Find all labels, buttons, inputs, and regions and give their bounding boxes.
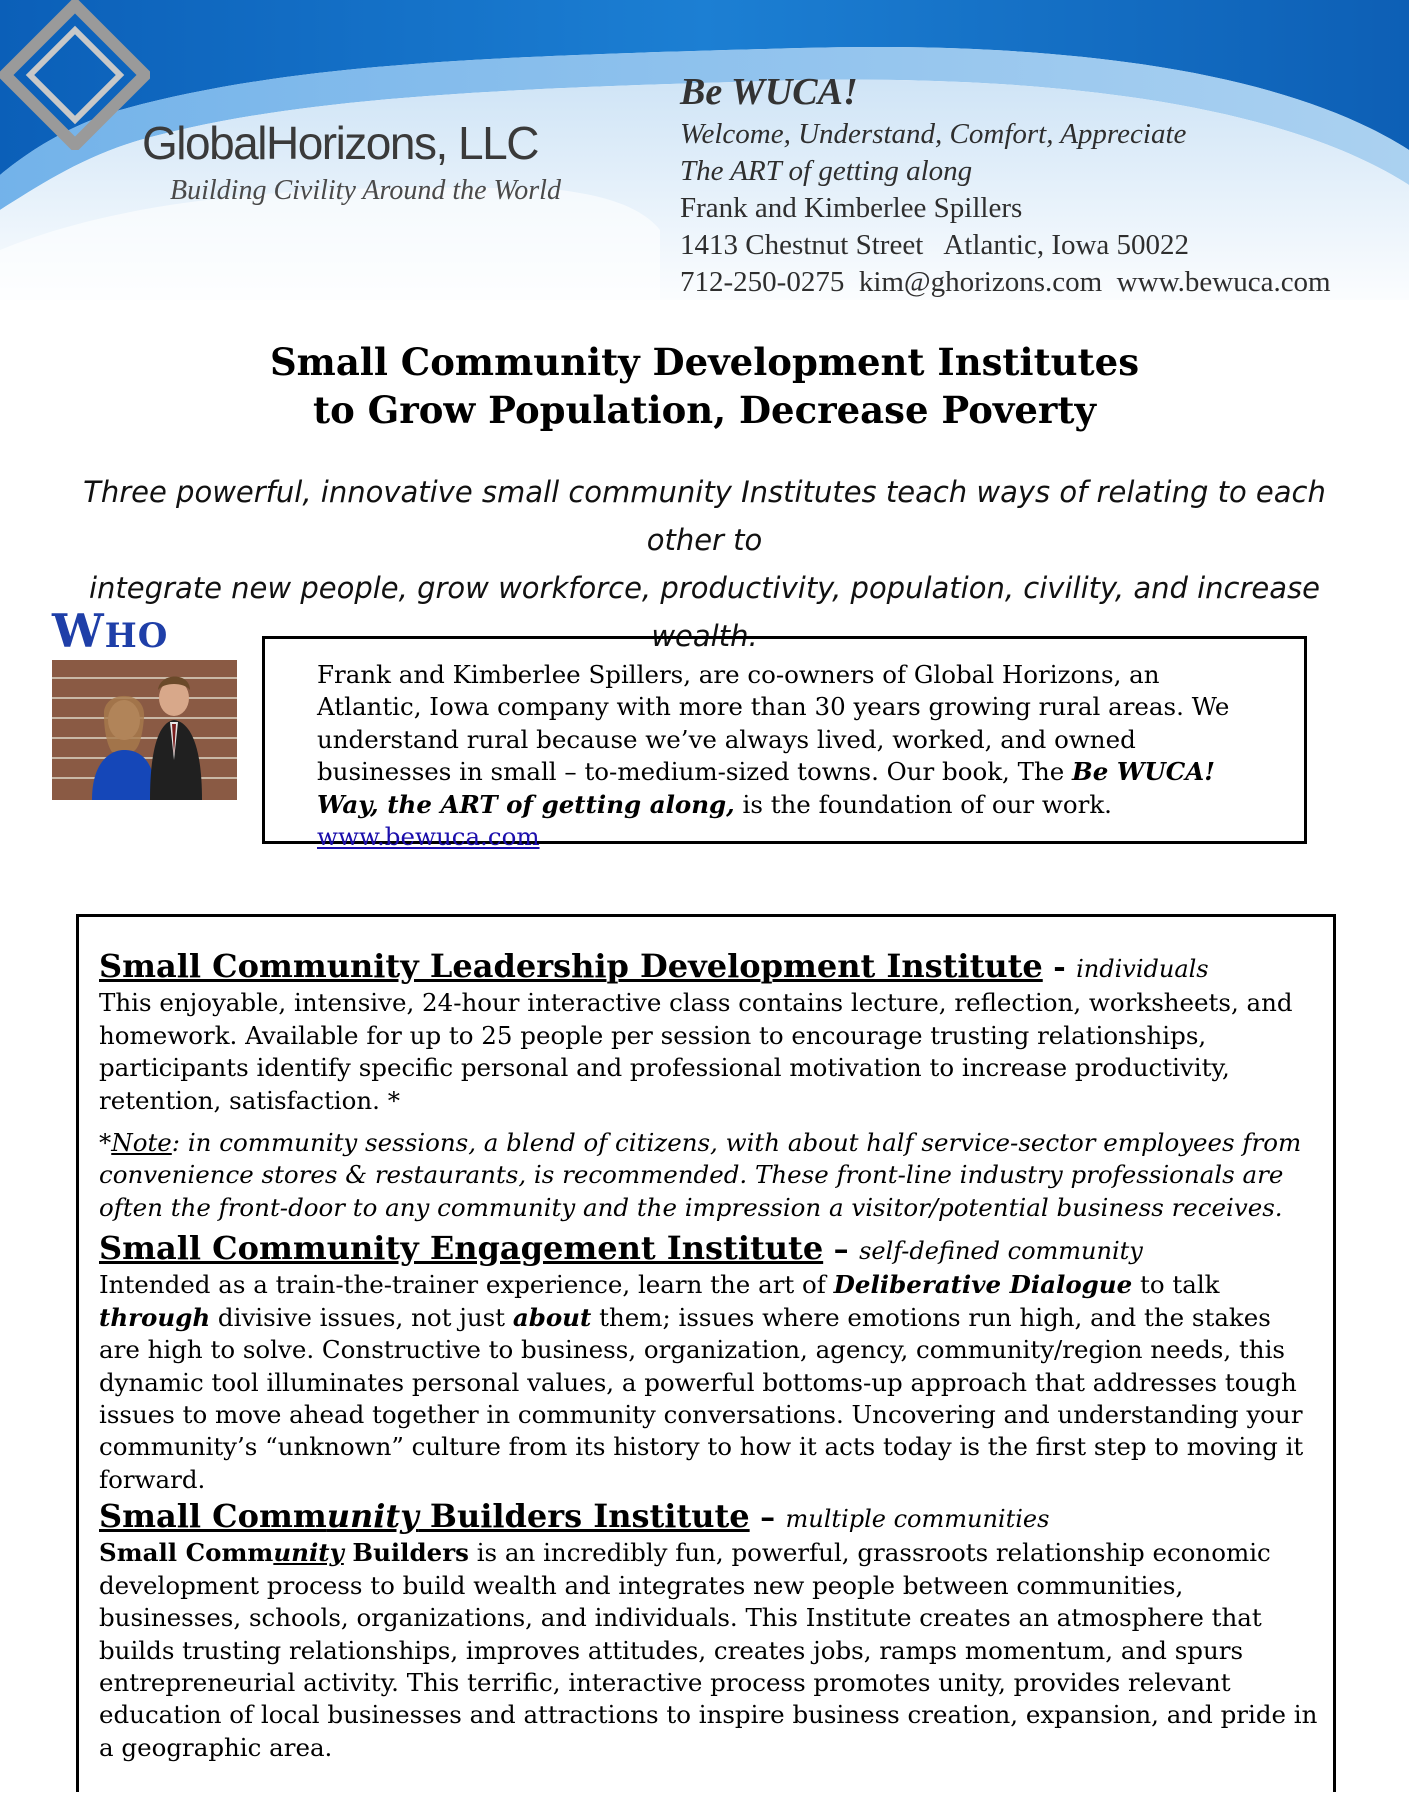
builders-title-a: Small Comm bbox=[99, 1497, 327, 1535]
contact-block bbox=[680, 68, 1331, 301]
engagement-audience: self-defined community bbox=[859, 1237, 1143, 1265]
website-link[interactable]: www.bewuca.com bbox=[317, 822, 540, 852]
builders-institute-title bbox=[99, 1497, 750, 1535]
builders-lead-a: Small Comm bbox=[99, 1538, 274, 1568]
engagement-institute-section bbox=[99, 1229, 1319, 1496]
subtitle-line-1: Three powerful, innovative small community Institutes teach ways of relating to each other to bbox=[83, 475, 1326, 557]
title-line-1: Small Community Development Institutes bbox=[269, 340, 1140, 384]
address: 1413 Chestnut Street Atlantic, Iowa 50022 bbox=[680, 229, 1190, 261]
leadership-institute-section bbox=[99, 947, 1319, 1224]
builders-lead-c: Builders bbox=[343, 1538, 469, 1568]
who-heading-rest: HO bbox=[104, 616, 169, 656]
deliberative-dialogue-emphasis: Deliberative Dialogue bbox=[833, 1270, 1133, 1300]
who-heading bbox=[52, 604, 168, 658]
subtitle-line-2: integrate new people, grow workforce, productivity, population, civility, and increase wealth. bbox=[89, 571, 1320, 653]
owners-photo bbox=[52, 660, 237, 800]
who-text-part-2: is the foundation of our work. bbox=[734, 789, 1112, 819]
engagement-separator: – bbox=[823, 1232, 860, 1267]
builders-description bbox=[99, 1537, 1319, 1764]
leadership-description: This enjoyable, intensive, 24-hour interactive class contains lecture, reflection, worksheets, and homework. Available for up to 25 people per session to encourage trusting relationships, participants identify specific personal and professional motivation to increase productivity, retention, satisfaction. * bbox=[99, 988, 1293, 1115]
who-box bbox=[262, 636, 1307, 852]
note-label: Note bbox=[111, 1128, 172, 1158]
who-heading-initial: W bbox=[52, 604, 105, 658]
title-line-2: to Grow Population, Decrease Poverty bbox=[313, 388, 1096, 432]
engagement-description bbox=[99, 1269, 1319, 1496]
engagement-text-2: to talk bbox=[1132, 1270, 1220, 1300]
who-description bbox=[317, 659, 1267, 853]
who-text-part-1: Frank and Kimberlee Spillers, are co-owners of Global Horizons, an Atlantic, Iowa company with more than 30 years growing rural areas. We understand rural because we’ve always lived, worked, and owned businesses in small – to-medium-sized towns. Our book, The bbox=[317, 660, 1230, 787]
builders-title-unity: unity bbox=[326, 1497, 419, 1535]
engagement-text-1: Intended as a train-the-trainer experience, learn the art of bbox=[99, 1270, 834, 1300]
logo-name: GlobalHorizons, LLC bbox=[142, 117, 538, 169]
owner-names: Frank and Kimberlee Spillers bbox=[680, 192, 1023, 224]
builders-audience: multiple communities bbox=[785, 1505, 1050, 1533]
letterhead bbox=[0, 0, 1409, 320]
builders-institute-section bbox=[99, 1497, 1319, 1764]
engagement-institute-title: Small Community Engagement Institute bbox=[99, 1229, 824, 1267]
book-title: Be WUCA! Way, the ART of getting along, bbox=[317, 757, 1216, 819]
engagement-text-4: them; issues where emotions run high, and the stakes are high to solve. Constructive to business, organization, agency, community/region needs, this dynamic tool illuminates personal values, a powerful bottoms-up approach that addresses tough issues to move ahead together in community conversations. Uncovering and understanding your community’s “unknown” culture from its history to how it acts today is the first step to moving it forward. bbox=[99, 1302, 1304, 1494]
about-emphasis: about bbox=[512, 1302, 592, 1332]
leadership-separator: - bbox=[1042, 950, 1077, 985]
note-text: : in community sessions, a blend of citizens, with about half service-sector employees from convenience stores & restaurants, is recommended. These front-line industry professionals are often the front-door to any community and the impression a visitor/potential business receives. bbox=[99, 1128, 1302, 1222]
logo-tagline: Building Civility Around the World bbox=[170, 175, 561, 206]
leadership-note bbox=[99, 1127, 1319, 1224]
contact-info: 712-250-0275 kim@ghorizons.com www.bewuca.com bbox=[680, 266, 1331, 298]
page-subtitle bbox=[40, 468, 1369, 660]
brand-name: Be WUCA! bbox=[680, 71, 858, 113]
builders-lead-unity: unity bbox=[273, 1538, 344, 1568]
builders-separator: – bbox=[749, 1500, 786, 1535]
through-emphasis: through bbox=[99, 1302, 211, 1332]
slogan: The ART of getting along bbox=[680, 155, 973, 187]
leadership-institute-title: Small Community Leadership Development Institute bbox=[99, 947, 1043, 985]
logo-diamond-icon bbox=[0, 0, 150, 150]
page-title bbox=[0, 338, 1409, 434]
leadership-audience: individuals bbox=[1076, 955, 1209, 983]
builders-body: is an incredibly fun, powerful, grassroots relationship economic development process to build wealth and integrates new people between communities, businesses, schools, organizations, and individuals. This Institute creates an atmosphere that builds trusting relationships, improves attitudes, creates jobs, ramps momentum, and spurs entrepreneurial activity. This terrific, interactive process promotes unity, provides relevant education of local businesses and attractions to inspire business creation, expansion, and pride in a geographic area. bbox=[99, 1538, 1318, 1762]
engagement-text-3: divisive issues, not just bbox=[210, 1302, 513, 1332]
institutes-box bbox=[76, 914, 1336, 1792]
motto: Welcome, Understand, Comfort, Appreciate bbox=[680, 118, 1187, 150]
builders-title-c: Builders Institute bbox=[418, 1497, 750, 1535]
builders-lead bbox=[99, 1538, 469, 1567]
note-asterisk: * bbox=[99, 1128, 112, 1158]
